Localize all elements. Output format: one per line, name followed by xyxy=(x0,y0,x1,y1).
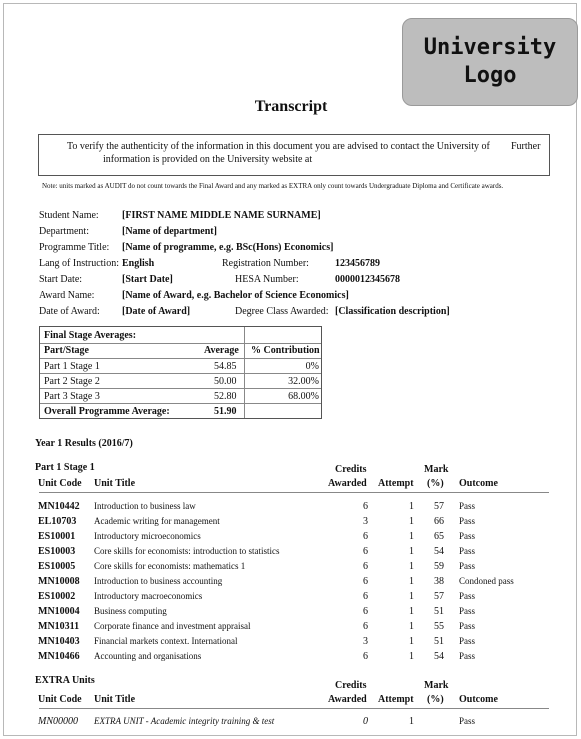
credits-awarded: 6 xyxy=(363,651,368,662)
attempt: 1 xyxy=(409,576,414,587)
outcome: Pass xyxy=(459,591,476,601)
department-value: [Name of department] xyxy=(122,226,217,237)
attempt: 1 xyxy=(409,531,414,542)
extra-header-outcome: Outcome xyxy=(459,694,498,705)
award-name-label: Award Name: xyxy=(39,290,95,301)
attempt: 1 xyxy=(409,651,414,662)
programme-value: [Name of programme, e.g. BSc(Hons) Economics] xyxy=(122,242,334,253)
attempt: 1 xyxy=(409,621,414,632)
year-heading: Year 1 Results (2016/7) xyxy=(35,438,133,449)
mark: 59 xyxy=(434,561,444,572)
unit-code: EL10703 xyxy=(38,516,77,527)
averages-row-stage: Part 1 Stage 1 xyxy=(44,361,100,372)
attempt: 1 xyxy=(409,636,414,647)
averages-row-average: 54.85 xyxy=(214,361,237,372)
award-date-value: [Date of Award] xyxy=(122,306,191,317)
start-date-value: [Start Date] xyxy=(122,274,173,285)
credits-awarded: 6 xyxy=(363,621,368,632)
outcome: Pass xyxy=(459,651,476,661)
averages-row-stage: Part 3 Stage 3 xyxy=(44,391,100,402)
averages-row-contribution: 68.00% xyxy=(288,391,319,402)
unit-title: Core skills for economists: mathematics 1 xyxy=(94,561,246,571)
extra-header-rule xyxy=(39,708,549,709)
logo-line-1: University xyxy=(423,35,557,60)
unit-code: MN10403 xyxy=(38,636,80,647)
credits-awarded: 6 xyxy=(363,576,368,587)
outcome: Pass xyxy=(459,606,476,616)
mark: 51 xyxy=(434,606,444,617)
hesa-value: 0000012345678 xyxy=(335,274,400,285)
unit-code: MN10466 xyxy=(38,651,80,662)
table-row xyxy=(4,546,578,561)
student-name-label: Student Name: xyxy=(39,210,99,221)
unit-title: Accounting and organisations xyxy=(94,651,202,661)
mark: 55 xyxy=(434,621,444,632)
extra-header-attempt: Attempt xyxy=(378,694,414,705)
table-row xyxy=(4,591,578,606)
table-row xyxy=(4,516,578,531)
verify-further: Further xyxy=(511,141,541,152)
verify-text-1: To verify the authenticity of the information in this document you are advised to contact the University of xyxy=(67,141,490,152)
averages-header-contribution: % Contribution xyxy=(251,345,320,356)
hesa-label: HESA Number: xyxy=(235,274,299,285)
outcome: Pass xyxy=(459,621,476,631)
unit-code: ES10001 xyxy=(38,531,76,542)
unit-title: Introduction to business law xyxy=(94,501,196,511)
header-unit-title: Unit Title xyxy=(94,478,136,489)
unit-title: Introductory microeconomics xyxy=(94,531,201,541)
outcome: Pass xyxy=(459,561,476,571)
credits-awarded: 0 xyxy=(363,716,368,727)
mark: 54 xyxy=(434,651,444,662)
extra-units-heading: EXTRA Units xyxy=(35,675,95,686)
extra-header-awarded: Awarded xyxy=(328,694,367,705)
extra-header-mark-pct: (%) xyxy=(427,694,444,705)
credits-awarded: 6 xyxy=(363,501,368,512)
outcome: Pass xyxy=(459,636,476,646)
unit-title: Core skills for economists: introduction to statistics xyxy=(94,546,280,556)
unit-title: Academic writing for management xyxy=(94,516,220,526)
table-row xyxy=(4,561,578,576)
final-stage-averages xyxy=(39,326,322,419)
table-row xyxy=(4,716,578,731)
overall-average-value: 51.90 xyxy=(214,406,237,417)
unit-code: MN10442 xyxy=(38,501,80,512)
attempt: 1 xyxy=(409,561,414,572)
averages-row-contribution: 32.00% xyxy=(288,376,319,387)
overall-average-label: Overall Programme Average: xyxy=(44,406,170,417)
unit-title: Introduction to business accounting xyxy=(94,576,223,586)
table-header-rule xyxy=(39,492,549,493)
attempt: 1 xyxy=(409,591,414,602)
page-title: Transcript xyxy=(254,98,328,115)
table-row xyxy=(4,576,578,591)
header-credits: Credits xyxy=(335,464,367,475)
extra-header-credits: Credits xyxy=(335,680,367,691)
header-unit-code: Unit Code xyxy=(38,478,82,489)
language-label: Lang of Instruction: xyxy=(39,258,119,269)
language-value: English xyxy=(122,258,155,269)
start-date-label: Start Date: xyxy=(39,274,83,285)
unit-code: ES10005 xyxy=(38,561,76,572)
averages-row-average: 52.80 xyxy=(214,391,237,402)
credits-awarded: 6 xyxy=(363,606,368,617)
extra-header-mark: Mark xyxy=(424,680,449,691)
averages-row-stage: Part 2 Stage 2 xyxy=(44,376,100,387)
registration-value: 123456789 xyxy=(335,258,380,269)
units-note: Note: units marked as AUDIT do not count towards the Final Award and any marked as EXTRA only count towards Undergraduate Diploma and Certificate awards. xyxy=(42,182,504,190)
unit-title: Financial markets context. International xyxy=(94,636,238,646)
table-row xyxy=(4,621,578,636)
averages-row-contribution: 0% xyxy=(305,361,319,372)
unit-code: MN10311 xyxy=(38,621,80,632)
credits-awarded: 3 xyxy=(363,636,368,647)
unit-code: MN10008 xyxy=(38,576,80,587)
unit-code: MN00000 xyxy=(38,716,78,727)
unit-code: ES10002 xyxy=(38,591,76,602)
registration-label: Registration Number: xyxy=(222,258,309,269)
student-name-value: [FIRST NAME MIDDLE NAME SURNAME] xyxy=(122,210,321,221)
unit-code: ES10003 xyxy=(38,546,76,557)
mark: 66 xyxy=(434,516,444,527)
outcome: Pass xyxy=(459,716,476,726)
table-row xyxy=(4,636,578,651)
header-awarded: Awarded xyxy=(328,478,367,489)
outcome: Pass xyxy=(459,516,476,526)
mark: 38 xyxy=(434,576,444,587)
outcome: Pass xyxy=(459,531,476,541)
credits-awarded: 6 xyxy=(363,561,368,572)
unit-title: Business computing xyxy=(94,606,167,616)
mark: 57 xyxy=(434,591,444,602)
mark: 54 xyxy=(434,546,444,557)
credits-awarded: 6 xyxy=(363,591,368,602)
header-attempt: Attempt xyxy=(378,478,414,489)
averages-title: Final Stage Averages: xyxy=(44,330,137,341)
attempt: 1 xyxy=(409,606,414,617)
credits-awarded: 6 xyxy=(363,531,368,542)
attempt: 1 xyxy=(409,501,414,512)
logo-line-2: Logo xyxy=(463,63,517,88)
header-mark: Mark xyxy=(424,464,449,475)
averages-row-average: 50.00 xyxy=(214,376,237,387)
averages-header-stage: Part/Stage xyxy=(44,345,89,356)
credits-awarded: 6 xyxy=(363,546,368,557)
unit-title: Introductory macroeconomics xyxy=(94,591,203,601)
degree-class-label: Degree Class Awarded: xyxy=(235,306,329,317)
table-row xyxy=(4,501,578,516)
award-date-label: Date of Award: xyxy=(39,306,100,317)
averages-header-average: Average xyxy=(204,345,239,356)
outcome: Pass xyxy=(459,546,476,556)
programme-label: Programme Title: xyxy=(39,242,110,253)
table-row xyxy=(4,531,578,546)
table-row xyxy=(4,606,578,621)
extra-header-unit-title: Unit Title xyxy=(94,694,136,705)
verification-box xyxy=(38,134,550,176)
outcome: Condoned pass xyxy=(459,576,514,586)
header-outcome: Outcome xyxy=(459,478,498,489)
attempt: 1 xyxy=(409,716,414,727)
university-logo xyxy=(402,18,578,106)
unit-title: EXTRA UNIT - Academic integrity training & test xyxy=(94,716,275,726)
attempt: 1 xyxy=(409,516,414,527)
credits-awarded: 3 xyxy=(363,516,368,527)
mark: 51 xyxy=(434,636,444,647)
unit-code: MN10004 xyxy=(38,606,80,617)
stage-heading: Part 1 Stage 1 xyxy=(35,462,95,473)
outcome: Pass xyxy=(459,501,476,511)
award-name-value: [Name of Award, e.g. Bachelor of Science Economics] xyxy=(122,290,349,301)
transcript-page xyxy=(3,3,577,736)
verify-text-2: information is provided on the University website at xyxy=(103,154,313,165)
department-label: Department: xyxy=(39,226,89,237)
extra-header-unit-code: Unit Code xyxy=(38,694,82,705)
header-mark-pct: (%) xyxy=(427,478,444,489)
attempt: 1 xyxy=(409,546,414,557)
unit-title: Corporate finance and investment appraisal xyxy=(94,621,251,631)
degree-class-value: [Classification description] xyxy=(335,306,450,317)
mark: 65 xyxy=(434,531,444,542)
mark: 57 xyxy=(434,501,444,512)
table-row xyxy=(4,651,578,666)
